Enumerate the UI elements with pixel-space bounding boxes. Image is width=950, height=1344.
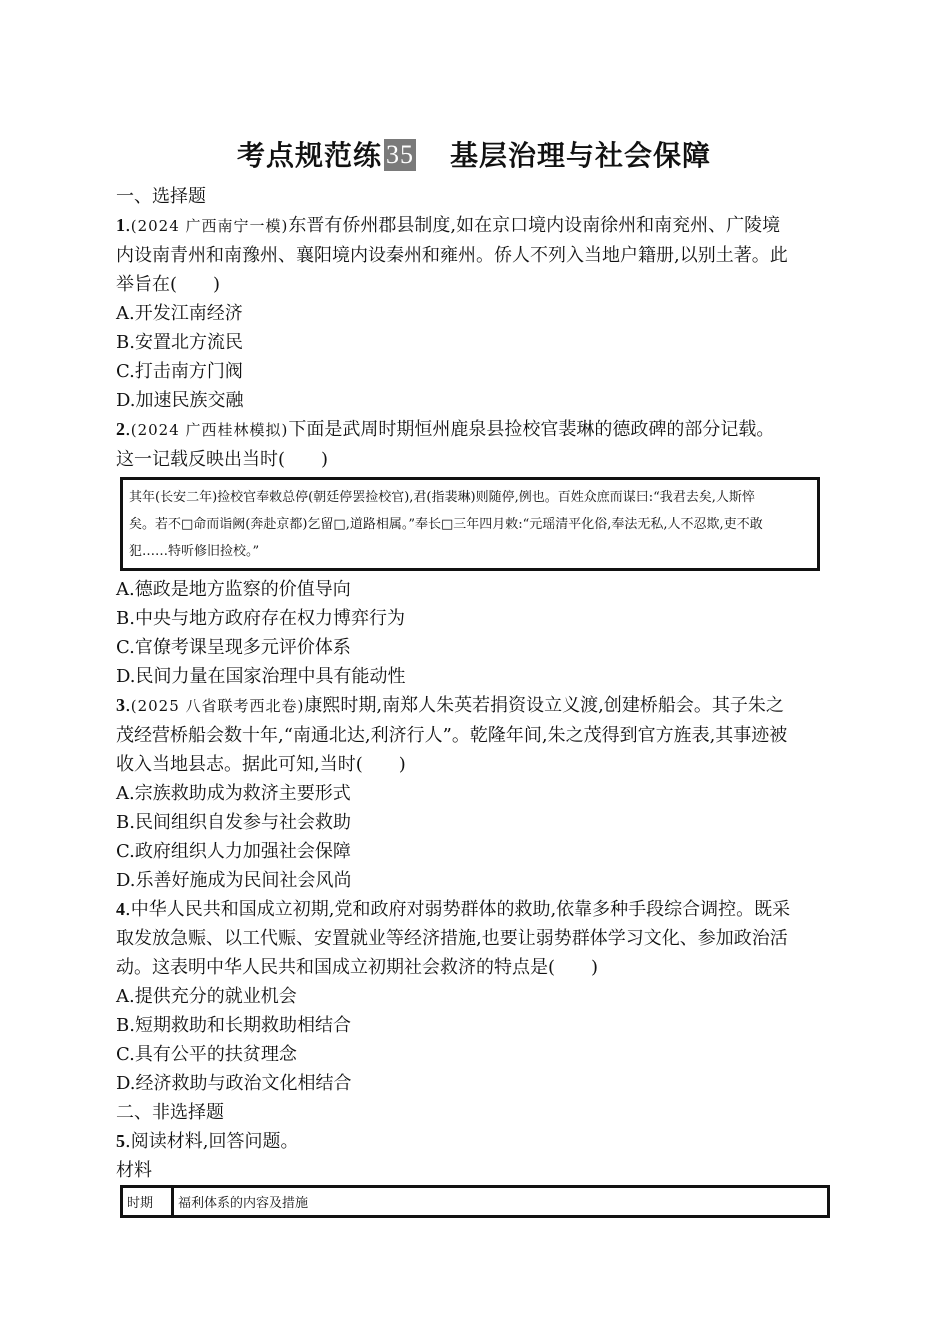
question-2-option-a[interactable]: A.德政是地方监察的价值导向: [116, 579, 351, 600]
question-2-source: (2024 广西桂林模拟): [130, 421, 289, 439]
question-1-stem-line-3: 举旨在( ): [116, 274, 221, 295]
question-5-number: 5: [116, 1131, 125, 1151]
question-1-stem-line-1: 1.(2024 广西南宁一模)东晋有侨州郡县制度,如在京口境内设南徐州和南兖州、广陵境: [116, 215, 781, 236]
question-4-number: 4: [116, 899, 125, 919]
question-3-option-a[interactable]: A.宗族救助成为救济主要形式: [116, 783, 351, 804]
question-2-option-d[interactable]: D.民间力量在国家治理中具有能动性: [116, 666, 406, 687]
question-3: [116, 691, 832, 895]
page-title: [116, 130, 832, 182]
section-heading-nonchoice: 二、非选择题: [116, 1102, 224, 1123]
table-header-period: 时期: [122, 1187, 173, 1217]
question-2-number: 2: [116, 419, 125, 439]
question-4-stem-line-2: 取发放急赈、以工代赈、安置就业等经济措施,也要让弱势群体学习文化、参加政治活: [116, 928, 788, 949]
title-number-badge: 35: [386, 140, 414, 169]
question-2-option-b[interactable]: B.中央与地方政府存在权力博弈行为: [116, 608, 405, 629]
question-3-stem-line-2: 茂经营桥船会数十年,“南通北达,利济行人”。乾隆年间,朱之茂得到官方旌表,其事迹被: [116, 725, 788, 746]
title-suffix: 基层治理与社会保障: [450, 139, 712, 172]
question-3-option-b[interactable]: B.民间组织自发参与社会救助: [116, 812, 351, 833]
question-1-number: 1: [116, 215, 125, 235]
material-label: 材料: [116, 1160, 152, 1181]
question-3-stem-line-1: 3.(2025 八省联考西北卷)康熙时期,南郑人朱英若捐资设立义渡,创建桥船会。其子朱之: [116, 695, 784, 716]
question-1-option-b[interactable]: B.安置北方流民: [116, 332, 243, 353]
material-line: 犯……特听修旧捡校。”: [129, 544, 260, 559]
question-4-stem-line-1: 4.中华人民共和国成立初期,党和政府对弱势群体的救助,依靠多种手段综合调控。既采: [116, 899, 791, 920]
question-3-source: (2025 八省联考西北卷): [130, 697, 305, 715]
question-4-option-c[interactable]: C.具有公平的扶贫理念: [116, 1044, 297, 1065]
question-2: [116, 415, 832, 691]
question-4-option-d[interactable]: D.经济救助与政治文化相结合: [116, 1073, 352, 1094]
table-header-content: 福利体系的内容及措施: [173, 1187, 829, 1217]
question-4-option-a[interactable]: A.提供充分的就业机会: [116, 986, 297, 1007]
material-line: 其年(长安二年)捡校官奉敕总停(朝廷停罢捡校官),君(指裴琳)则随停,例也。百姓众庶而谋曰:“我君去矣,人斯悴: [129, 490, 755, 505]
question-3-option-d[interactable]: D.乐善好施成为民间社会风尚: [116, 870, 352, 891]
document-page: [116, 130, 832, 1218]
question-2-material-box: [120, 477, 820, 571]
table-header-row: [122, 1187, 829, 1217]
question-4: [116, 895, 832, 1098]
question-3-stem-line-3: 收入当地县志。据此可知,当时( ): [116, 754, 406, 775]
question-4-stem-line-3: 动。这表明中华人民共和国成立初期社会救济的特点是( ): [116, 957, 599, 978]
material-line: 矣。若不□命而诣阙(奔赴京都)乞留□,道路相属。”奉长□三年四月敕:“元瑶清平化俗,奉法无私,人不忍欺,吏不敢: [129, 517, 763, 532]
question-2-stem-line-2: 这一记载反映出当时( ): [116, 449, 329, 470]
question-1-option-c[interactable]: C.打击南方门阀: [116, 361, 243, 382]
section-heading-choice: 一、选择题: [116, 186, 206, 207]
question-3-number: 3: [116, 695, 125, 715]
question-1-source: (2024 广西南宁一模): [130, 217, 289, 235]
title-prefix: 考点规范练: [236, 139, 382, 172]
question-2-option-c[interactable]: C.官僚考课呈现多元评价体系: [116, 637, 351, 658]
question-2-stem-line-1: 2.(2024 广西桂林模拟)下面是武周时期恒州鹿泉县捡校官裴琳的德政碑的部分记载。: [116, 419, 775, 440]
question-5: [116, 1127, 832, 1218]
question-3-option-c[interactable]: C.政府组织人力加强社会保障: [116, 841, 351, 862]
question-1-option-a[interactable]: A.开发江南经济: [116, 303, 243, 324]
question-4-option-b[interactable]: B.短期救助和长期救助相结合: [116, 1015, 351, 1036]
question-1-stem-line-2: 内设南青州和南豫州、襄阳境内设秦州和雍州。侨人不列入当地户籍册,以别土著。此: [116, 245, 788, 266]
question-1-option-d[interactable]: D.加速民族交融: [116, 390, 244, 411]
question-5-stem: 5.阅读材料,回答问题。: [116, 1131, 299, 1152]
material-table: [120, 1185, 830, 1218]
question-1: [116, 211, 832, 415]
